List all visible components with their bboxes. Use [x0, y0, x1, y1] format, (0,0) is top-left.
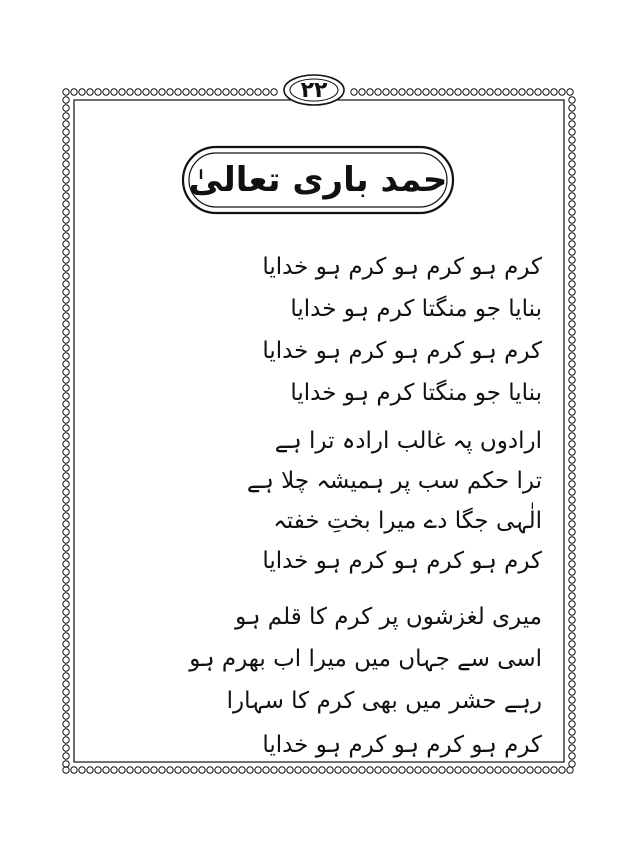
- verse-line: کرم ہو کرم ہو کرم ہو خدایا: [262, 254, 542, 280]
- page-title: حمد باری تعالیٰ: [188, 160, 448, 200]
- verse-line: کرم ہو کرم ہو کرم ہو خدایا: [262, 548, 542, 574]
- verse-line: الٰہی جگا دے میرا بختِ خفتہ: [273, 508, 542, 534]
- verse-line: کرم ہو کرم ہو کرم ہو خدایا: [262, 338, 542, 364]
- verse-line: بنایا جو منگتا کرم ہو خدایا: [290, 296, 542, 322]
- verse-line: ترا حکم سب پر ہمیشہ چلا ہے: [246, 468, 542, 494]
- verse-line: کرم ہو کرم ہو کرم ہو خدایا: [262, 732, 542, 758]
- verse-line: رہے حشر میں بھی کرم کا سہارا: [226, 688, 542, 714]
- verse-line: بنایا جو منگتا کرم ہو خدایا: [290, 380, 542, 406]
- verse-line: میری لغزشوں پر کرم کا قلم ہو: [235, 604, 542, 630]
- verse-line: اسی سے جہاں میں میرا اب بھرم ہو: [189, 646, 542, 672]
- page-number: ۲۲: [300, 77, 328, 103]
- verse-line: ارادوں پہ غالب ارادہ ترا ہے: [274, 428, 542, 454]
